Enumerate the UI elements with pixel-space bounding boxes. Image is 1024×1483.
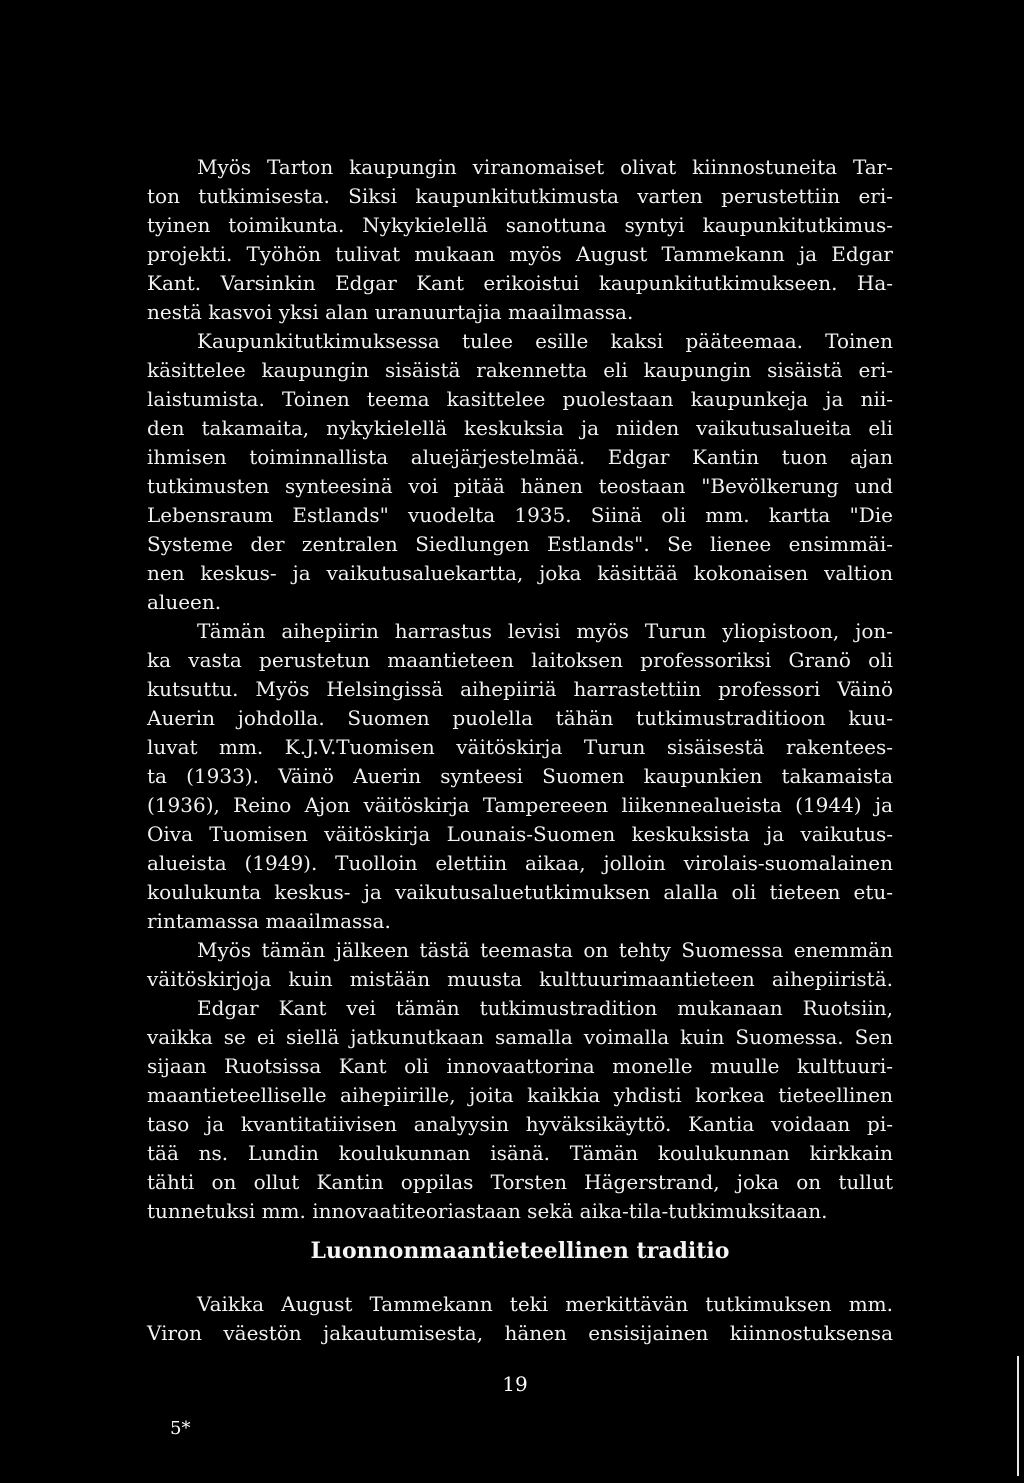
text-line: tähti on ollut Kantin oppilas Torsten Hägerstrand, joka on tullut [147,1170,893,1194]
text-line: tunnetuksi mm. innovaatiteoriastaan sekä aika-tila-tutkimuksitaan. [147,1199,828,1223]
text-line: alueista (1949). Tuolloin elettiin aikaa, jolloin virolais-suomalainen [147,851,893,875]
text-line: tutkimusten synteesinä voi pitää hänen teostaan "Bevölkerung und [147,474,893,498]
text-line: Edgar Kant vei tämän tutkimustradition mukanaan Ruotsiin, [197,996,893,1020]
text-line: Lebensraum Estlands" vuodelta 1935. Siinä oli mm. kartta "Die [147,503,893,527]
text-line: Myös tämän jälkeen tästä teemasta on tehty Suomessa enemmän [197,938,893,962]
text-line: Tämän aihepiirin harrastus levisi myös Turun yliopistoon, jon- [197,619,893,643]
text-line: ka vasta perustetun maantieteen laitoksen professoriksi Granö oli [147,648,893,672]
text-line: tyinen toimikunta. Nykykielellä sanottuna syntyi kaupunkitutkimus- [147,213,893,237]
text-line: alueen. [147,590,222,614]
text-line: (1936), Reino Ajon väitöskirja Tampereeen liikennealueista (1944) ja [147,793,893,817]
text-line: nen keskus- ja vaikutusaluekartta, joka käsittää kokonaisen valtion [147,561,893,585]
text-line: ton tutkimisesta. Siksi kaupunkitutkimusta varten perustettiin eri- [147,184,893,208]
text-line: luvat mm. K.J.V.Tuomisen väitöskirja Turun sisäisestä rakentees- [147,735,893,759]
text-line: tää ns. Lundin koulukunnan isänä. Tämän koulukunnan kirkkain [147,1141,893,1165]
text-line: Vaikka August Tammekann teki merkittävän tutkimuksen mm. [197,1292,893,1316]
text-line: kutsuttu. Myös Helsingissä aihepiiriä harrastettiin professori Väinö [147,677,893,701]
text-line: Auerin johdolla. Suomen puolella tähän tutkimustraditioon kuu- [147,706,893,730]
text-line: ta (1933). Väinö Auerin synteesi Suomen kaupunkien takamaista [147,764,893,788]
text-line: Myös Tarton kaupungin viranomaiset olivat kiinnostuneita Tar- [197,155,893,179]
text-line: laistumista. Toinen teema kasittelee puolestaan kaupunkeja ja nii- [147,387,893,411]
text-line: taso ja kvantitatiivisen analyysin hyväksikäyttö. Kantia voidaan pi- [147,1112,893,1136]
text-line: vaikka se ei siellä jatkunutkaan samalla voimalla kuin Suomessa. Sen [147,1025,893,1049]
text-line: den takamaita, nykykielellä keskuksia ja niiden vaikutusalueita eli [147,416,893,440]
section-heading: Luonnonmaantieteellinen traditio [310,1238,730,1264]
text-line: nestä kasvoi yksi alan uranuurtajia maailmassa. [147,300,634,324]
text-line: Kaupunkitutkimuksessa tulee esille kaksi pääteemaa. Toinen [197,329,893,353]
text-line: sijaan Ruotsissa Kant oli innovaattorina monelle muulle kulttuuri- [147,1054,893,1078]
signature-mark: 5* [170,1418,191,1439]
text-line: Viron väestön jakautumisesta, hänen ensisijainen kiinnostuksensa [147,1321,893,1345]
text-line: Oiva Tuomisen väitöskirja Lounais-Suomen keskuksista ja vaikutus- [147,822,893,846]
text-line: Kant. Varsinkin Edgar Kant erikoistui kaupunkitutkimukseen. Ha- [147,271,893,295]
text-line: käsittelee kaupungin sisäistä rakennetta eli kaupungin sisäistä eri- [147,358,893,382]
text-line: projekti. Työhön tulivat mukaan myös August Tammekann ja Edgar [147,242,893,266]
text-line: koulukunta keskus- ja vaikutusaluetutkimuksen alalla oli tieteen etu- [147,880,893,904]
page-number: 19 [502,1372,528,1396]
text-line: Systeme der zentralen Siedlungen Estlands". Se lienee ensimmäi- [147,532,893,556]
text-line: maantieteelliselle aihepiirille, joita kaikkia yhdisti korkea tieteellinen [147,1083,893,1107]
text-line: rintamassa maailmassa. [147,909,391,933]
page-edge-divider [1017,1356,1019,1476]
text-line: väitöskirjoja kuin mistään muusta kulttuurimaantieteen aihepiiristä. [147,967,893,991]
text-line: ihmisen toiminnallista aluejärjestelmää. Edgar Kantin tuon ajan [147,445,893,469]
